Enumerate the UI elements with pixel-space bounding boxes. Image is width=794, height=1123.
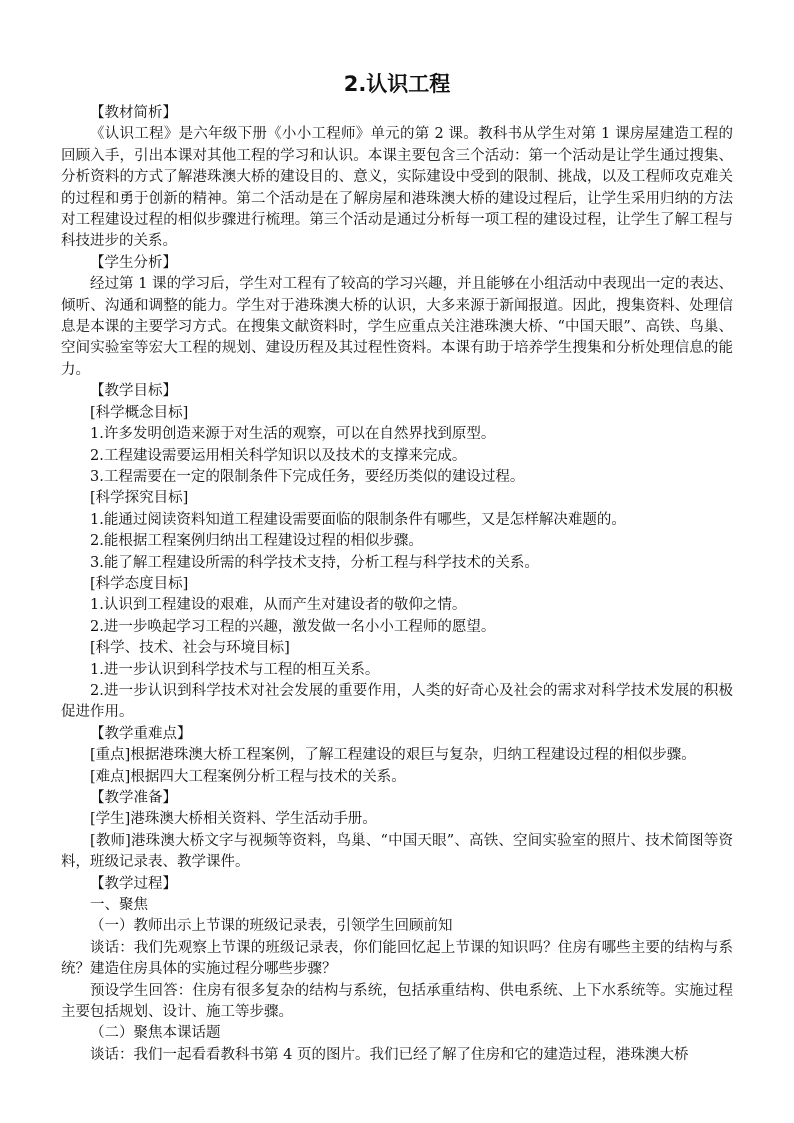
section-heading: 【学生分析】 <box>90 254 177 271</box>
subsection-heading: [科学、技术、社会与环境目标] <box>90 640 290 657</box>
body-paragraph: 预设学生回答：住房有很多复杂的结构与系统，包括承重结构、供电系统、上下水系统等。实施过程主要包括规划、设计、施工等步骤。 <box>61 982 733 1021</box>
body-paragraph: [学生]港珠澳大桥相关资料、学生活动手册。 <box>90 811 377 828</box>
subsection-heading: [科学概念目标] <box>90 404 189 421</box>
body-paragraph: [教师]港珠澳大桥文字与视频等资料，鸟巢、“中国天眼”、高铁、空间实验室的照片、技术简图等资料，班级记录表、教学课件。 <box>61 832 733 871</box>
list-item: 1.进一步认识到科学技术与工程的相互关系。 <box>90 661 380 678</box>
list-item: 1.许多发明创造来源于对生活的观察，可以在自然界找到原型。 <box>90 426 496 443</box>
body-paragraph: 谈话：我们一起看看教科书第 4 页的图片。我们已经了解了住房和它的建造过程，港珠澳大桥 <box>90 1046 689 1063</box>
section-heading: 【教学目标】 <box>90 383 177 400</box>
section-heading: 【教学重难点】 <box>90 725 192 742</box>
body-paragraph: 经过第 1 课的学习后，学生对工程有了较高的学习兴趣，并且能够在小组活动中表现出一定的表达、倾听、沟通和调整的能力。学生对于港珠澳大桥的认识，大多来源于新闻报道。因此，搜集资料、处理信息是本课的主要学习方式。在搜集文献资料时，学生应重点关注港珠澳大桥、“中国天眼”、高铁、鸟巢、空间实验室等宏大工程的规划、建设历程及其过程性资料。本课有助于培养学生搜集和分析处理信息的能力。 <box>61 276 733 378</box>
body-paragraph: 谈话：我们先观察上节课的班级记录表，你们能回忆起上节课的知识吗？住房有哪些主要的结构与系统？建造住房具体的实施过程分哪些步骤？ <box>61 939 733 978</box>
list-item: 2.工程建设需要运用相关科学知识以及技术的支撑来完成。 <box>90 447 467 464</box>
list-item: 1.认识到工程建设的艰难，从而产生对建设者的敬仰之情。 <box>90 597 467 614</box>
body-paragraph: 《认识工程》是六年级下册《小小工程师》单元的第 2 课。教科书从学生对第 1 课房屋建造工程的回顾入手，引出本课对其他工程的学习和认识。本课主要包含三个活动：第一个活动是让学生通过搜集、分析资料的方式了解港珠澳大桥的建设目的、意义，实际建设中受到的限制、挑战，以及工程师攻克难关的过程和勇于创新的精神。第二个活动是在了解房屋和港珠澳大桥的建设过程后，让学生采用归纳的方法对工程建设过程的相似步骤进行梳理。第三个活动是通过分析每一项工程的建设过程，让学生了解工程与科技进步的关系。 <box>61 126 733 250</box>
section-heading: 【教材简析】 <box>90 105 177 121</box>
subsection-heading: [科学探究目标] <box>90 490 189 507</box>
body-paragraph: [难点]根据四大工程案例分析工程与技术的关系。 <box>90 768 406 785</box>
section-heading: 【教学准备】 <box>90 790 177 806</box>
body-paragraph: （二）聚焦本课话题 <box>90 1025 221 1042</box>
list-item: 3.能了解工程建设所需的科学技术支持，分析工程与科学技术的关系。 <box>90 554 539 571</box>
body-paragraph: 一、聚焦 <box>90 897 148 914</box>
document-body <box>61 103 733 1066</box>
body-paragraph: （一）教师出示上节课的班级记录表，引领学生回顾前知 <box>90 918 453 935</box>
list-item: 3.工程需要在一定的限制条件下完成任务，要经历类似的建设过程。 <box>90 468 525 485</box>
list-item: 2.进一步认识到科学技术对社会发展的重要作用，人类的好奇心及社会的需求对科学技术发展的积极促进作用。 <box>61 682 733 721</box>
list-item: 2.进一步唤起学习工程的兴趣，激发做一名小小工程师的愿望。 <box>90 618 496 635</box>
section-heading: 【教学过程】 <box>90 875 177 892</box>
list-item: 2.能根据工程案例归纳出工程建设过程的相似步骤。 <box>90 533 423 550</box>
body-paragraph: [重点]根据港珠澳大桥工程案例，了解工程建设的艰巨与复杂，归纳工程建设过程的相似步骤。 <box>90 747 696 764</box>
subsection-heading: [科学态度目标] <box>90 575 189 592</box>
page-title: 2.认识工程 <box>343 72 451 96</box>
list-item: 1.能通过阅读资料知道工程建设需要面临的限制条件有哪些，又是怎样解决难题的。 <box>90 511 626 528</box>
